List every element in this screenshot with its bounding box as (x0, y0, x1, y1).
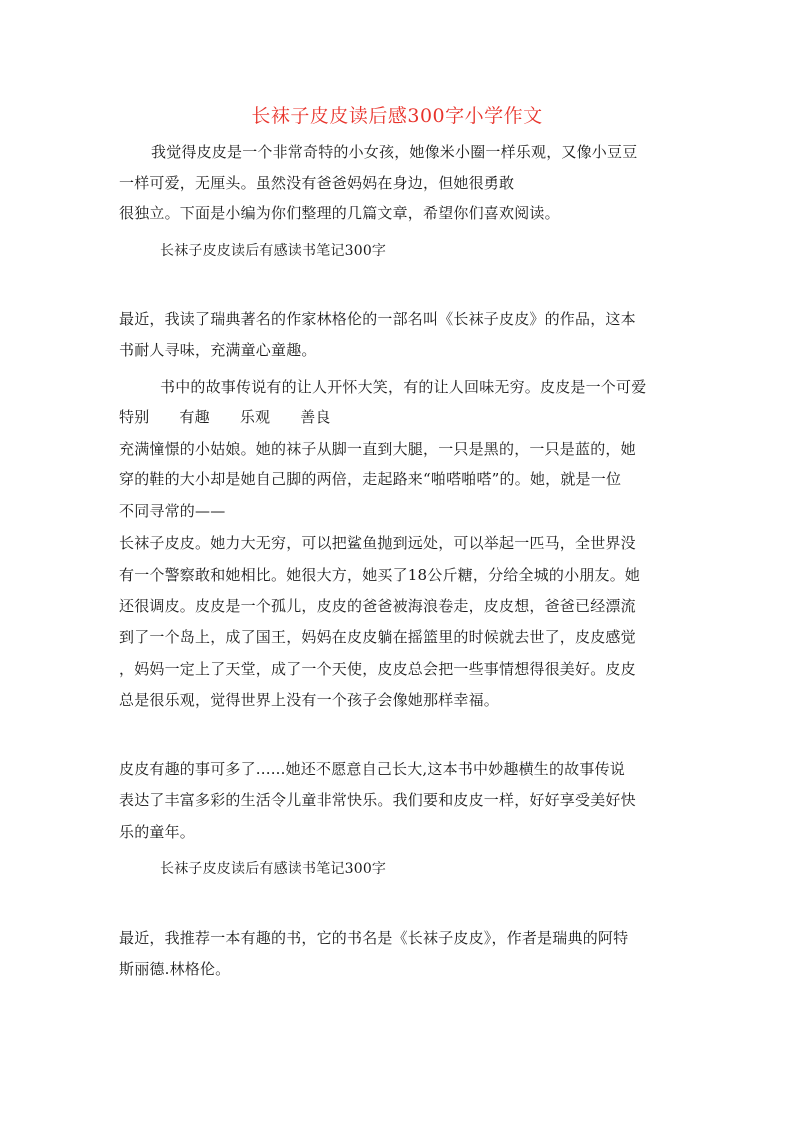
paragraph-line: 还很调皮。皮皮是一个孤儿，皮皮的爸爸被海浪卷走，皮皮想，爸爸已经漂流 (119, 597, 636, 615)
trait-word: 特别 (119, 408, 150, 426)
paragraph-line: 书中的故事传说有的让人开怀大笑，有的让人回味无穷。皮皮是一个可爱 (160, 378, 647, 396)
paragraph-line: 最近，我读了瑞典著名的作家林格伦的一部名叫《长袜子皮皮》的作品，这本 (119, 310, 636, 328)
paragraph-line: ，妈妈一定上了天堂，成了一个天使，皮皮总会把一些事情想得很美好。皮皮 (119, 660, 636, 678)
section-heading: 长袜子皮皮读后有感读书笔记300字 (160, 243, 387, 259)
traits-line (119, 407, 361, 427)
paragraph-line: 表达了丰富多彩的生活令儿童非常快乐。我们要和皮皮一样，好好享受美好快 (119, 791, 636, 809)
paragraph-line: 不同寻常的—— (119, 502, 226, 520)
intro-line: 我觉得皮皮是一个非常奇特的小女孩，她像米小圈一样乐观，又像小豆豆 (151, 143, 638, 161)
paragraph-line: 到了一个岛上，成了国王，妈妈在皮皮躺在摇篮里的时候就去世了，皮皮感觉 (119, 628, 636, 646)
paragraph-line: 有一个警察敢和她相比。她很大方，她买了18公斤糖，分给全城的小朋友。她 (119, 566, 641, 584)
paragraph-line: 穿的鞋的大小却是她自己脚的两倍，走起路来“啪嗒啪嗒”的。她，就是一位 (119, 470, 622, 488)
intro-line: 一样可爱，无厘头。虽然没有爸爸妈妈在身边，但她很勇敢 (119, 174, 515, 192)
paragraph-line: 斯丽德.林格伦。 (119, 960, 231, 978)
intro-line: 很独立。下面是小编为你们整理的几篇文章，希望你们喜欢阅读。 (119, 204, 560, 222)
paragraph-line: 最近，我推荐一本有趣的书，它的书名是《长袜子皮皮》，作者是瑞典的阿特 (119, 929, 629, 947)
paragraph-line: 充满憧憬的小姑娘。她的袜子从脚一直到大腿，一只是黑的，一只是蓝的，她 (119, 440, 636, 458)
trait-word: 乐观 (239, 408, 271, 426)
paragraph-line: 书耐人寻味，充满童心童趣。 (119, 341, 317, 359)
paragraph-line: 皮皮有趣的事可多了......她还不愿意自己长大,这本书中妙趣横生的故事传说 (119, 760, 625, 778)
paragraph-line: 长袜子皮皮。她力大无穷，可以把鲨鱼抛到远处，可以举起一匹马，全世界没 (119, 534, 636, 552)
document-title: 长袜子皮皮读后感300字小学作文 (251, 105, 543, 127)
paragraph-line: 乐的童年。 (119, 823, 196, 841)
section-heading: 长袜子皮皮读后有感读书笔记300字 (160, 861, 387, 877)
paragraph-line: 总是很乐观，觉得世界上没有一个孩子会像她那样幸福。 (119, 691, 500, 709)
trait-word: 有趣 (179, 408, 210, 426)
trait-word: 善良 (300, 408, 331, 426)
